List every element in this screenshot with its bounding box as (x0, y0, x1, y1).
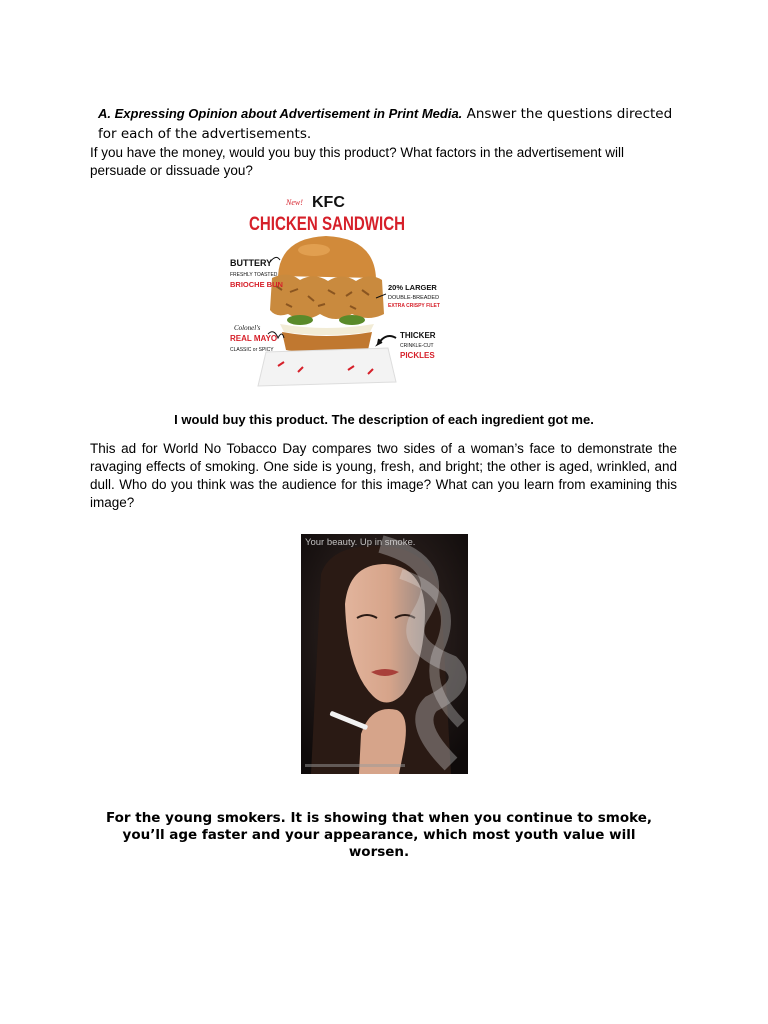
kfc-brand: KFC (312, 194, 345, 211)
answer-2: For the young smokers. It is showing that when you continue to smoke, you’ll age faster and your appearance, which most youth value will worsen. (105, 810, 653, 860)
pickle-left (287, 315, 313, 325)
pickle-right (339, 315, 365, 325)
filet-label-sub: DOUBLE-BREADED (388, 295, 440, 301)
tobacco-ad-graphic (301, 534, 468, 774)
question-1: If you have the money, would you buy this product? What factors in the advertisement will persuade or dissuade you? (90, 145, 625, 178)
pickle-label-name: PICKLES (400, 351, 435, 360)
pickle-label-main: THICKER (400, 331, 436, 340)
bun-label-sub: FRESHLY TOASTED (230, 272, 278, 278)
mayo-label-script: Colonel's (234, 324, 261, 332)
mayo-label-sub: CLASSIC or SPICY (230, 347, 274, 353)
bun-shine (298, 244, 330, 256)
wrapper-paper (258, 348, 396, 386)
bun-label-main: BUTTERY (230, 258, 273, 268)
pickle-arrow (378, 336, 396, 344)
mayo-layer (280, 324, 374, 335)
chicken-filet (270, 274, 384, 319)
bun-label-name: BRIOCHE BUN (230, 280, 283, 289)
kfc-new-label: New! (286, 198, 303, 207)
heading-instruction: Answer the questions directed for each of the advertisements. (98, 106, 673, 142)
pickle-label-sub: CRINKLE-CUT (400, 343, 434, 349)
kfc-ad-graphic (228, 186, 440, 396)
kfc-advertisement-image (228, 186, 440, 396)
mayo-label-main: REAL MAYO (230, 334, 278, 343)
poster-tagline: Your beauty. Up in smoke. (305, 537, 416, 548)
heading-bold-italic: A. Expressing Opinion about Advertisement in Print Media. (98, 106, 463, 121)
answer-1: I would buy this product. The description of each ingredient got me. (174, 412, 594, 427)
bun-top (278, 236, 376, 278)
question-2: This ad for World No Tobacco Day compares two sides of a woman’s face to demonstrate the ravaging effects of smoking. One side is young, fresh, and bright; the other is aged, wrinkled, and dull. Who do you think was the audience for this image? What can you learn from examining this image? (90, 441, 677, 510)
section-heading (98, 104, 678, 144)
tobacco-advertisement-image (301, 534, 468, 774)
kfc-title: CHICKEN SANDWICH (249, 214, 405, 235)
filet-label-name: EXTRA CRISPY FILET (388, 303, 440, 309)
filet-label-main: 20% LARGER (388, 283, 437, 292)
poster-footer-text (305, 764, 405, 767)
